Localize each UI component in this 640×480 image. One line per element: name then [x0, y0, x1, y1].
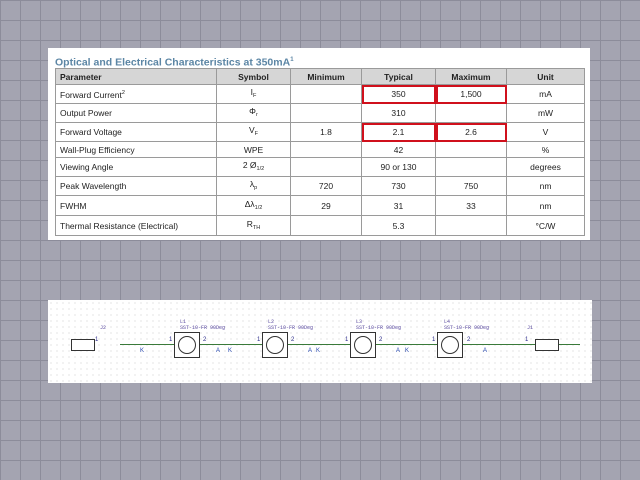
cell-minimum: 720	[291, 177, 362, 196]
led-l1-pin2: 2	[203, 337, 207, 343]
cell-unit: mA	[507, 85, 585, 104]
cell-unit: °C/W	[507, 216, 585, 236]
cell-typical: 5.3	[362, 216, 436, 236]
cell-parameter: Output Power	[56, 104, 217, 123]
symbol-subscript: TH	[252, 224, 261, 231]
cell-symbol	[217, 216, 291, 236]
cell-maximum: 33	[436, 196, 507, 216]
cell-typical: 310	[362, 104, 436, 123]
polarity-a: A	[308, 348, 313, 354]
parameter-name: Forward Current	[60, 90, 122, 100]
symbol-subscript: F	[254, 131, 259, 137]
table-row	[56, 85, 585, 104]
led-l1-pin1: 1	[169, 337, 173, 343]
cell-symbol	[217, 158, 291, 177]
cell-maximum	[436, 158, 507, 177]
led-lens	[266, 336, 284, 354]
polarity-k: K	[405, 348, 410, 354]
cell-maximum	[436, 104, 507, 123]
connector-j2	[71, 339, 95, 351]
led-l3-pin1: 1	[345, 337, 349, 343]
connector-j2-ref: J2	[100, 325, 107, 331]
table-row	[56, 196, 585, 216]
cell-typical-highlighted: 2.1	[362, 123, 436, 142]
header-minimum: Minimum	[291, 69, 362, 85]
symbol-subscript: 1/2	[254, 204, 263, 211]
connector-j2-pin: 1	[95, 337, 99, 343]
cell-unit: V	[507, 123, 585, 142]
table-row	[56, 158, 585, 177]
cell-unit: nm	[507, 196, 585, 216]
table-row	[56, 216, 585, 236]
symbol-text: λ	[249, 179, 255, 189]
cell-symbol: WPE	[217, 142, 291, 158]
led-lens	[441, 336, 459, 354]
cell-parameter: FWHM	[56, 196, 217, 216]
table-title-text: Optical and Electrical Characteristics at 350mA	[55, 56, 291, 69]
polarity-a: A	[483, 348, 488, 354]
parameter-footnote: 2	[121, 90, 125, 96]
connector-j1	[535, 339, 559, 351]
led-l3-ref: L3	[356, 319, 363, 325]
led-l2-ref: L2	[268, 319, 275, 325]
table-row	[56, 177, 585, 196]
led-l4-pin1: 1	[432, 337, 436, 343]
symbol-subscript: 1/2	[256, 166, 265, 172]
cell-parameter: Thermal Resistance (Electrical)	[56, 216, 217, 236]
table-row	[56, 123, 585, 142]
led-l4	[437, 332, 463, 358]
led-lens	[178, 336, 196, 354]
led-l2	[262, 332, 288, 358]
cell-typical-highlighted: 350	[362, 85, 436, 104]
cell-maximum	[436, 142, 507, 158]
cell-maximum	[436, 216, 507, 236]
led-lens	[354, 336, 372, 354]
header-maximum: Maximum	[436, 69, 507, 85]
polarity-k: K	[228, 348, 233, 354]
led-l1-ref: L1	[180, 319, 187, 325]
led-l2-pin1: 1	[257, 337, 261, 343]
cell-symbol	[217, 104, 291, 123]
cell-parameter: Viewing Angle	[56, 158, 217, 177]
symbol-text: Φ	[249, 106, 256, 116]
cell-typical: 42	[362, 142, 436, 158]
cell-minimum	[291, 104, 362, 123]
title-footnote: 1	[290, 57, 294, 63]
symbol-text: R	[246, 218, 253, 229]
cell-symbol	[217, 196, 291, 216]
cell-typical: 31	[362, 196, 436, 216]
symbol-text: Δλ	[244, 198, 255, 209]
cell-minimum: 1.8	[291, 123, 362, 142]
symbol-text: V	[248, 125, 255, 135]
cell-symbol	[217, 85, 291, 104]
characteristics-table	[55, 68, 585, 236]
led-l4-pin2: 2	[467, 337, 471, 343]
led-l3-part: SST-10-FR 90Deg	[356, 325, 402, 331]
connector-j1-ref: J1	[527, 325, 534, 331]
header-unit: Unit	[507, 69, 585, 85]
characteristics-table-panel	[48, 48, 590, 240]
led-l1	[174, 332, 200, 358]
cell-minimum	[291, 85, 362, 104]
table-header-row	[56, 69, 585, 85]
cell-minimum: 29	[291, 196, 362, 216]
cell-unit: mW	[507, 104, 585, 123]
cell-minimum	[291, 158, 362, 177]
cell-parameter: Wall-Plug Efficiency	[56, 142, 217, 158]
polarity-k: K	[316, 348, 321, 354]
symbol-subscript: p	[254, 185, 258, 191]
polarity-a: A	[396, 348, 401, 354]
cell-parameter	[56, 85, 217, 104]
table-row	[56, 142, 585, 158]
cell-maximum: 750	[436, 177, 507, 196]
header-typical: Typical	[362, 69, 436, 85]
symbol-subscript: F	[253, 93, 257, 99]
cell-symbol	[217, 123, 291, 142]
header-parameter: Parameter	[56, 69, 217, 85]
symbol-text: I	[250, 87, 253, 97]
cell-unit: nm	[507, 177, 585, 196]
cell-unit: %	[507, 142, 585, 158]
led-l4-part: SST-10-FR 90Deg	[444, 325, 490, 331]
table-row	[56, 104, 585, 123]
led-l1-part: SST-10-FR 90Deg	[180, 325, 226, 331]
cell-parameter: Forward Voltage	[56, 123, 217, 142]
polarity-a: A	[216, 348, 221, 354]
symbol-text: 2 Ø	[242, 160, 257, 170]
cell-typical: 730	[362, 177, 436, 196]
cell-minimum	[291, 216, 362, 236]
cell-maximum-highlighted: 1,500	[436, 85, 507, 104]
led-l3	[350, 332, 376, 358]
cell-minimum	[291, 142, 362, 158]
table-title	[55, 54, 583, 68]
led-l2-part: SST-10-FR 90Deg	[268, 325, 314, 331]
polarity-k: K	[140, 348, 145, 354]
led-l2-pin2: 2	[291, 337, 295, 343]
header-symbol: Symbol	[217, 69, 291, 85]
symbol-subscript: r	[255, 112, 258, 118]
cell-symbol	[217, 177, 291, 196]
cell-parameter: Peak Wavelength	[56, 177, 217, 196]
schematic-panel	[48, 300, 592, 383]
cell-maximum-highlighted: 2.6	[436, 123, 507, 142]
connector-j1-pin: 1	[525, 337, 529, 343]
cell-unit: degrees	[507, 158, 585, 177]
cell-typical: 90 or 130	[362, 158, 436, 177]
led-l4-ref: L4	[444, 319, 451, 325]
led-l3-pin2: 2	[379, 337, 383, 343]
